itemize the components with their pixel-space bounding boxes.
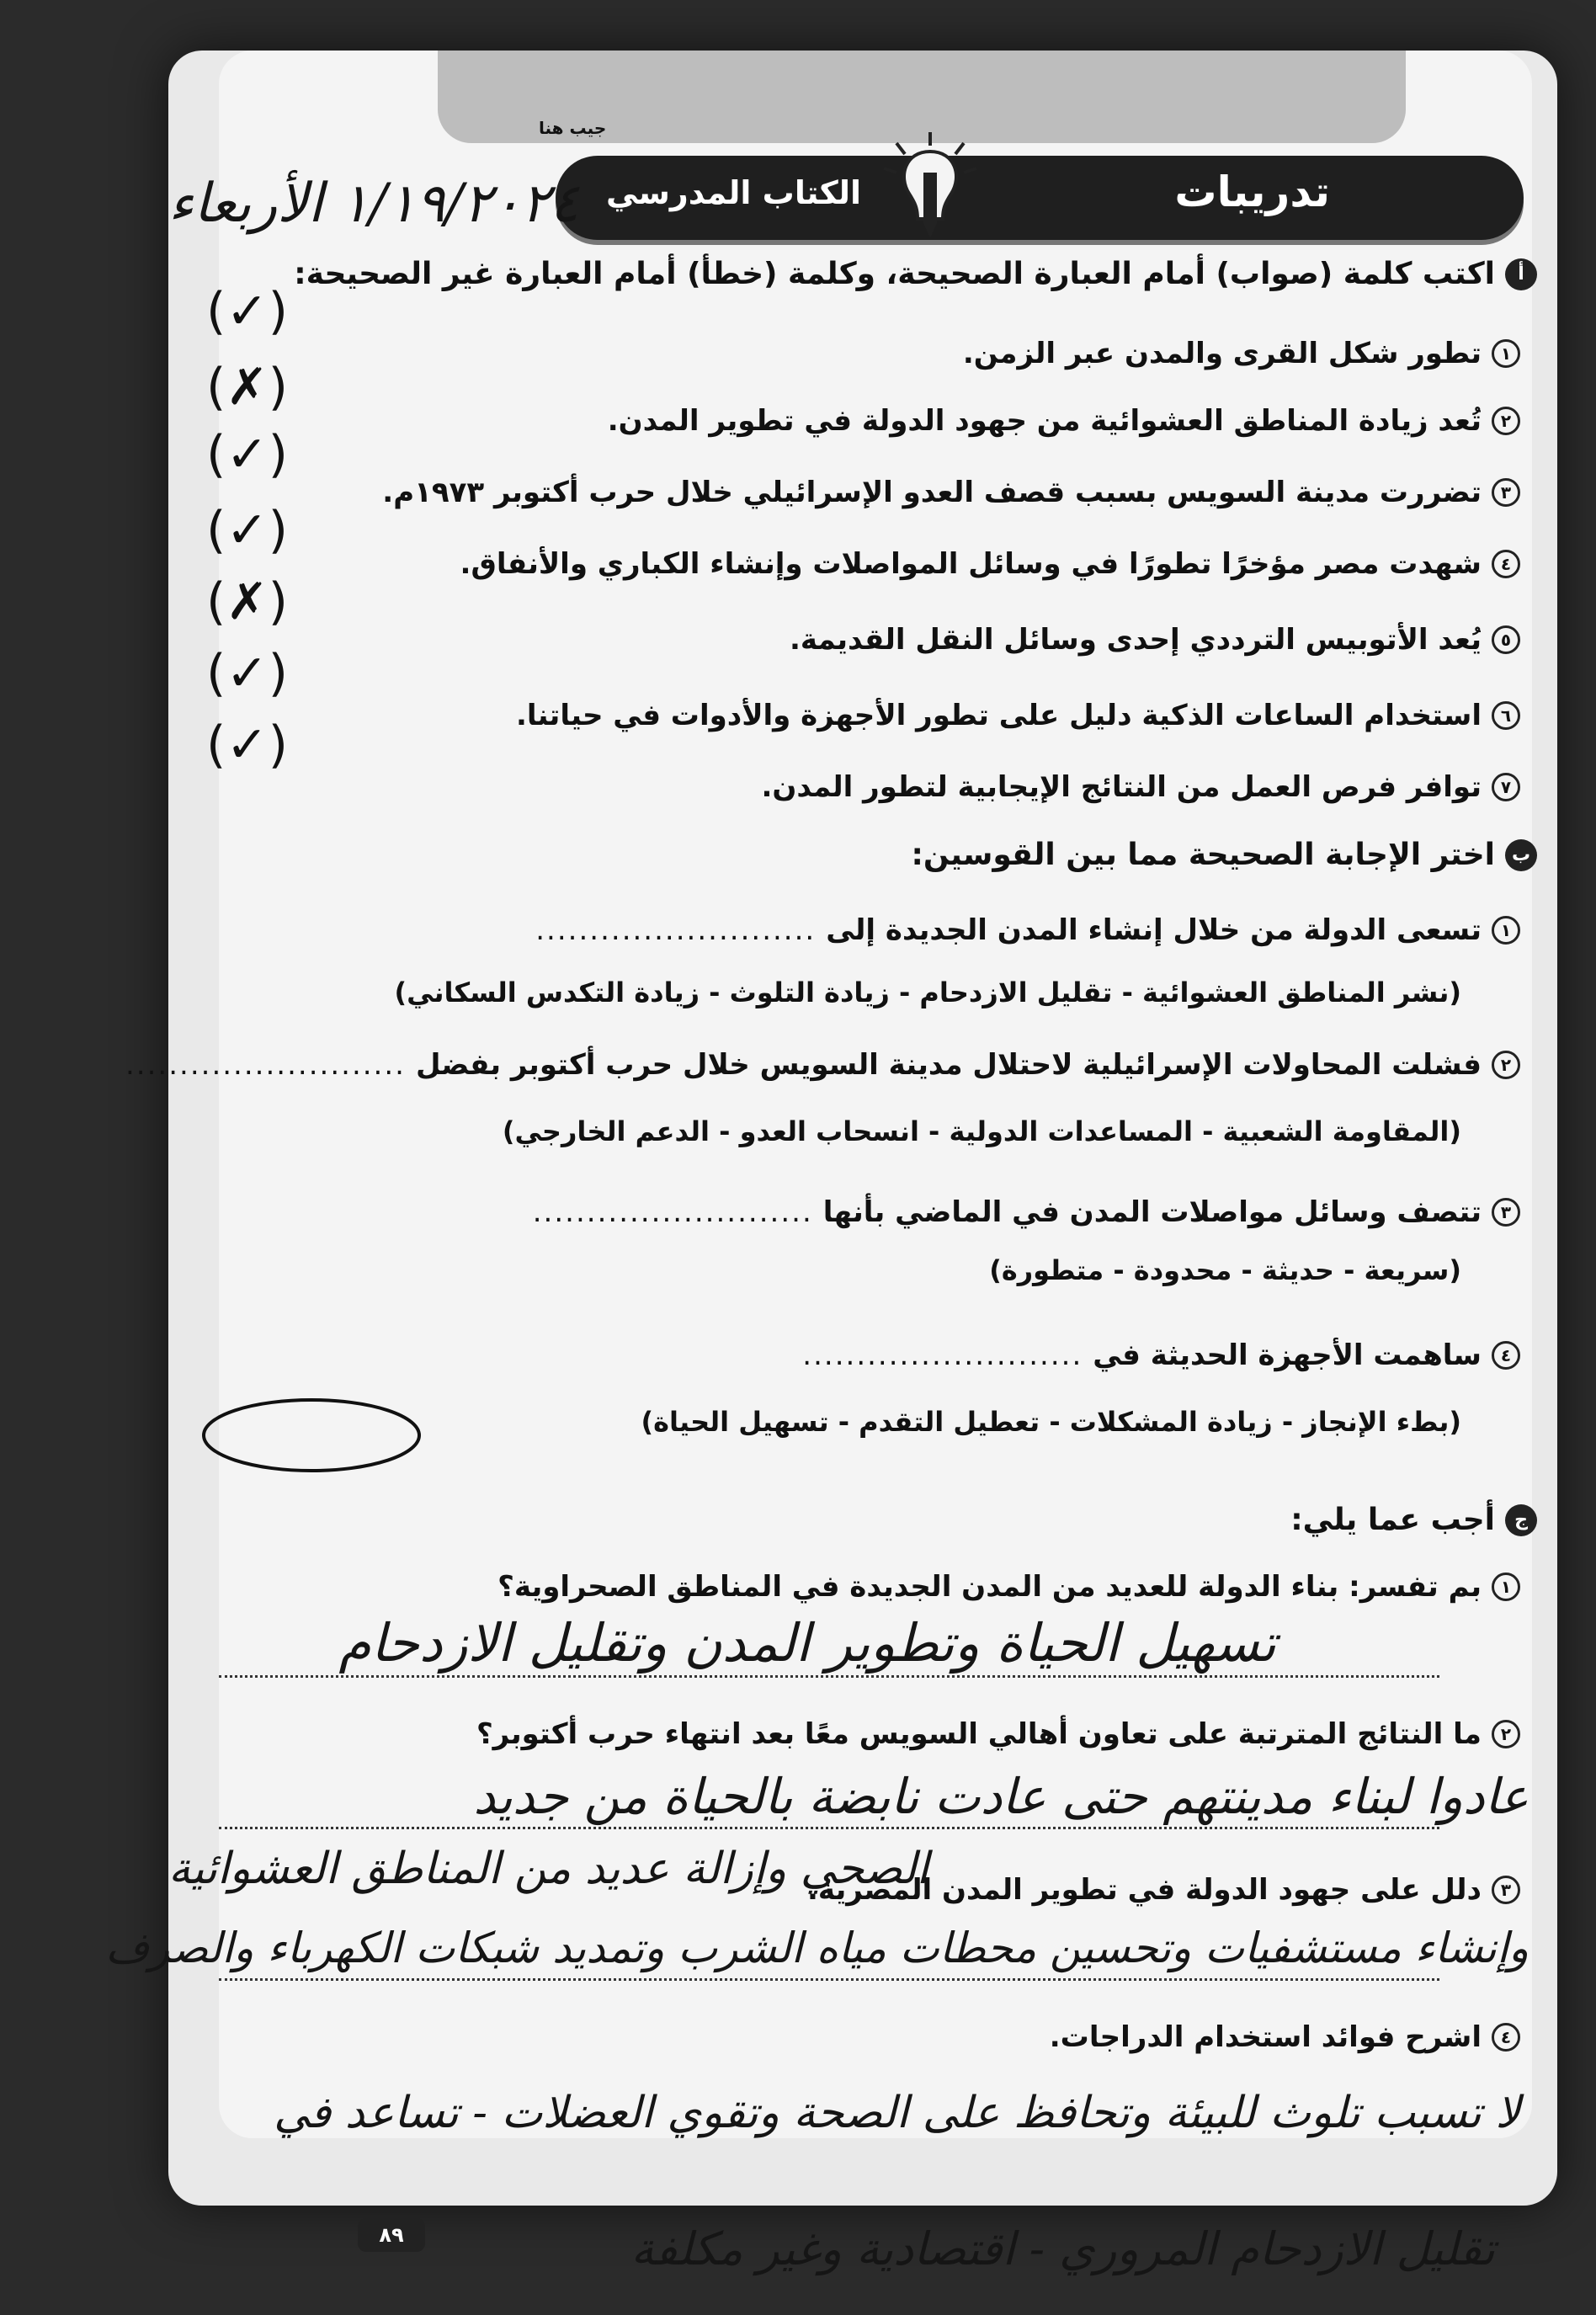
handwritten-answer: تقليل الازدحام المروري - اقتصادية وغير مكلفة <box>630 2222 1495 2275</box>
handwritten-date: ١/١٩/٢٠٢٤ الأربعاء <box>168 173 579 235</box>
section-c-title: ج أجب عما يلي: <box>1290 1503 1537 1537</box>
list-item: ٤ شهدت مصر مؤخرًا تطورًا في وسائل المواصلات وإنشاء الكباري والأنفاق. <box>460 547 1520 581</box>
section-c-badge: ج <box>1505 1504 1537 1536</box>
section-b-title: ب اختر الإجابة الصحيحة مما بين القوسين: <box>911 838 1537 872</box>
choices: (نشر المناطق العشوائية - تقليل الازدحام - زيادة التلوث - زيادة التكدس السكاني) <box>394 977 1461 1008</box>
list-item: ٤ اشرح فوائد استخدام الدراجات. <box>1050 2020 1520 2054</box>
handwritten-answer: لا تسبب تلوث للبيئة وتحافظ على الصحة وتقوي العضلات - تساعد في <box>274 2088 1520 2138</box>
section-b-badge: ب <box>1505 839 1537 871</box>
page-subtitle: الكتاب المدرسي <box>606 174 861 211</box>
handwritten-answer: وإنشاء مستشفيات وتحسين محطات مياه الشرب وتمديد شبكات الكهرباء والصرف <box>105 1924 1529 1972</box>
choices: (بطء الإنجاز - زيادة المشكلات - تعطيل التقدم - تسهيل الحياة) <box>641 1406 1461 1438</box>
page-number: ٨٩ <box>358 2218 425 2252</box>
choices: (المقاومة الشعبية - المساعدات الدولية - انسحاب العدو - الدعم الخارجي) <box>502 1115 1461 1147</box>
brand-label: جيب هنا <box>539 118 607 138</box>
section-a-badge: أ <box>1505 258 1537 290</box>
choices: (سريعة - حديثة - محدودة - متطورة) <box>989 1254 1461 1286</box>
list-item: ١ بم تفسر: بناء الدولة للعديد من المدن الجديدة في المناطق الصحراوية؟ <box>497 1570 1520 1604</box>
list-item: ٥ يُعد الأتوبيس الترددي إحدى وسائل النقل القديمة. <box>790 623 1520 657</box>
section-a-title: أ اكتب كلمة (صواب) أمام العبارة الصحيحة، وكلمة (خطأ) أمام العبارة غير الصحيحة: <box>294 257 1537 291</box>
answer-mark: (✓) <box>206 425 289 484</box>
list-item: ٣ دلل على جهود الدولة في تطوير المدن المصرية. <box>807 1873 1520 1907</box>
list-item: ٦ استخدام الساعات الذكية دليل على تطور الأجهزة والأدوات في حياتنا. <box>516 699 1520 732</box>
answer-mark: (✗) <box>206 572 289 631</box>
list-item: ٣ تضررت مدينة السويس بسبب قصف العدو الإسرائيلي خلال حرب أكتوبر ١٩٧٣م. <box>382 476 1520 509</box>
circled-answer <box>198 1393 425 1477</box>
answer-mark: (✓) <box>206 501 289 560</box>
answer-mark: (✓) <box>206 282 289 341</box>
list-item: ٢ ما النتائج المترتبة على تعاون أهالي السويس معًا بعد انتهاء حرب أكتوبر؟ <box>476 1717 1520 1751</box>
list-item: ٣ تتصف وسائل مواصلات المدن في الماضي بأنها .......................... <box>533 1195 1520 1229</box>
answer-mark: (✓) <box>206 716 289 774</box>
list-item: ١ تسعى الدولة من خلال إنشاء المدن الجديدة إلى .......................... <box>535 913 1520 947</box>
list-item: ٤ ساهمت الأجهزة الحديثة في .......................... <box>802 1338 1520 1372</box>
handwritten-answer: تسهيل الحياة وتطوير المدن وتقليل الازدحام <box>338 1612 1276 1674</box>
list-item: ٧ توافر فرص العمل من النتائج الإيجابية لتطور المدن. <box>762 770 1521 804</box>
list-item: ٢ فشلت المحاولات الإسرائيلية لاحتلال مدينة السويس خلال حرب أكتوبر بفضل .......................... <box>125 1048 1520 1082</box>
page-title: تدريبات <box>1174 168 1330 216</box>
answer-mark: (✓) <box>206 644 289 703</box>
list-item: ١ تطور شكل القرى والمدن عبر الزمن. <box>963 337 1520 370</box>
handwritten-answer: عادوا لبناء مدينتهم حتى عادت نابضة بالحياة من جديد <box>473 1768 1529 1825</box>
list-item: ٢ تُعد زيادة المناطق العشوائية من جهود الدولة في تطوير المدن. <box>608 404 1520 438</box>
handwritten-answer: الصحي وإزالة عديد من المناطق العشوائية <box>168 1844 929 1894</box>
answer-mark: (✗) <box>206 358 289 417</box>
